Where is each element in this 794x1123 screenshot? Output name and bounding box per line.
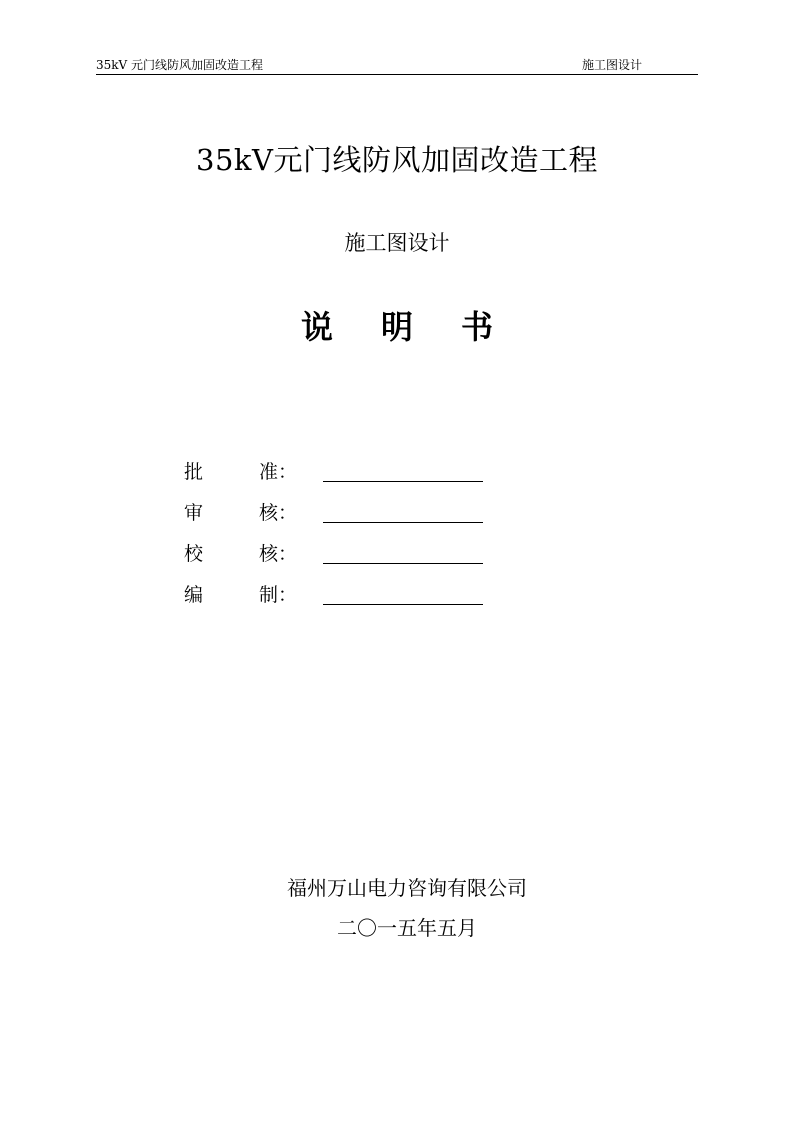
signature-label-char: 制：	[259, 584, 298, 606]
document-title	[0, 305, 794, 349]
signature-label-char: 批	[184, 461, 204, 483]
signature-label-char: 审	[184, 502, 204, 524]
signature-line	[323, 522, 483, 523]
signature-row-check	[184, 540, 504, 568]
signature-line	[323, 563, 483, 564]
signature-label-char: 编	[184, 584, 204, 606]
signature-line	[323, 481, 483, 482]
document-date: 二〇一五年五月	[337, 916, 477, 940]
document-title-char: 说	[300, 308, 333, 346]
signature-row-review	[184, 499, 504, 527]
signature-line	[323, 604, 483, 605]
design-stage-subtitle: 施工图设计	[344, 231, 450, 255]
document-title-char: 明	[380, 308, 413, 346]
signature-label-char: 核：	[259, 543, 298, 565]
page-header	[96, 56, 698, 75]
header-stage: 施工图设计	[581, 58, 642, 72]
signature-label-char: 校	[184, 543, 204, 565]
signature-row-compile	[184, 581, 504, 609]
header-project-name: 35kV 元门线防风加固改造工程	[96, 58, 264, 72]
signature-label-char: 核：	[259, 502, 298, 524]
signature-label-char: 准：	[259, 461, 298, 483]
document-title-char: 书	[461, 308, 494, 346]
company-name: 福州万山电力咨询有限公司	[287, 876, 527, 900]
signature-row-approve	[184, 458, 504, 486]
project-title: 35kV元门线防风加固改造工程	[196, 143, 598, 177]
